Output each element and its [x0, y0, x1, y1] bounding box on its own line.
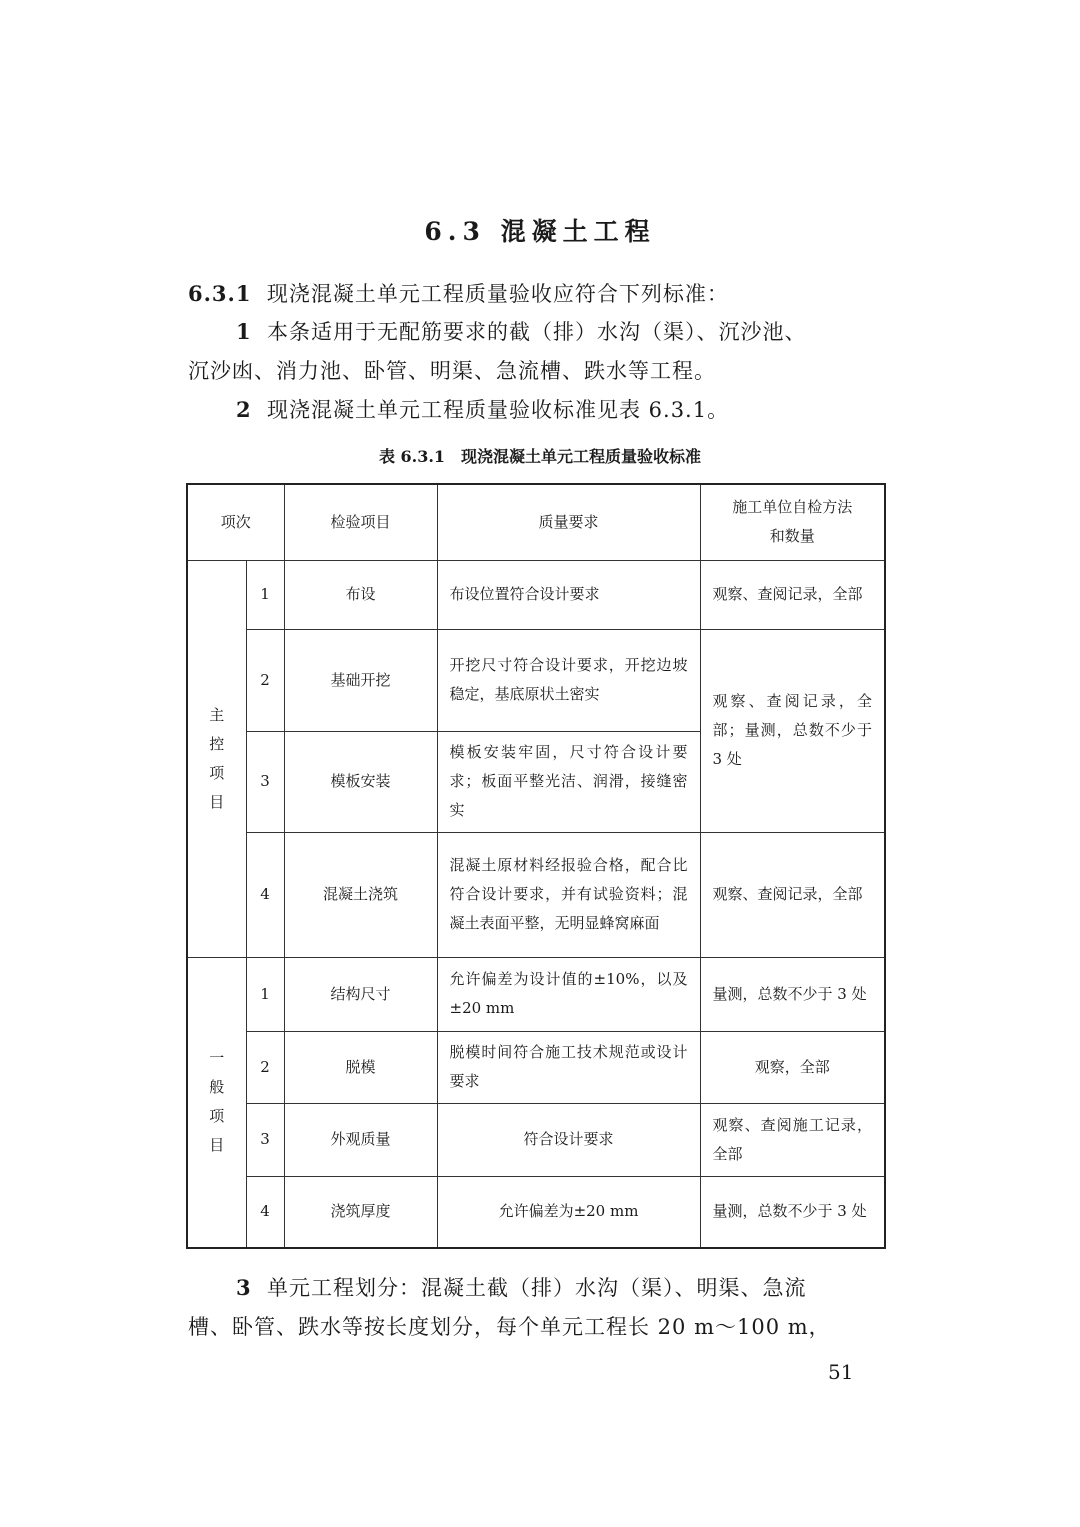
group-main: 主控项目 — [187, 560, 246, 957]
item-2 — [236, 394, 729, 424]
check-item: 模板安装 — [284, 731, 437, 832]
method: 观察，全部 — [700, 1031, 885, 1103]
check-item: 浇筑厚度 — [284, 1176, 437, 1248]
item-number: 1 — [236, 319, 252, 344]
header-cell: 施工单位自检方法和数量 — [700, 484, 885, 560]
header-cell: 检验项目 — [284, 484, 437, 560]
item-1 — [236, 316, 806, 346]
table-row — [187, 957, 885, 1031]
clause-text: 现浇混凝土单元工程质量验收应符合下列标准： — [266, 282, 729, 306]
method: 量测，总数不少于 3 处 — [700, 957, 885, 1031]
table-row — [187, 1103, 885, 1176]
table-row — [187, 560, 885, 629]
row-number: 3 — [246, 731, 284, 832]
requirement: 符合设计要求 — [437, 1103, 700, 1176]
table-caption: 表 6.3.1 现浇混凝土单元工程质量验收标准 — [378, 447, 702, 466]
item-3 — [236, 1272, 806, 1302]
table-row — [187, 1176, 885, 1248]
method: 观察、查阅施工记录，全部 — [700, 1103, 885, 1176]
method: 观察、查阅记录，全部；量测，总数不少于 3 处 — [700, 629, 885, 832]
row-number: 4 — [246, 1176, 284, 1248]
method: 观察、查阅记录，全部 — [700, 832, 885, 957]
method: 量测，总数不少于 3 处 — [700, 1176, 885, 1248]
table-row — [187, 629, 885, 731]
item-text: 现浇混凝土单元工程质量验收标准见表 6.3.1。 — [266, 398, 730, 422]
check-item: 外观质量 — [284, 1103, 437, 1176]
row-number: 2 — [246, 1031, 284, 1103]
requirement: 允许偏差为设计值的±10%，以及±20 mm — [437, 957, 700, 1031]
row-number: 1 — [246, 957, 284, 1031]
header-cell: 项次 — [187, 484, 284, 560]
table-row — [187, 832, 885, 957]
check-item: 结构尺寸 — [284, 957, 437, 1031]
header-cell: 质量要求 — [437, 484, 700, 560]
page-number: 51 — [828, 1360, 854, 1384]
method: 观察、查阅记录，全部 — [700, 560, 885, 629]
row-number: 2 — [246, 629, 284, 731]
item-text: 本条适用于无配筋要求的截（排）水沟（渠）、沉沙池、 — [266, 320, 807, 344]
check-item: 脱模 — [284, 1031, 437, 1103]
check-item: 混凝土浇筑 — [284, 832, 437, 957]
requirement: 开挖尺寸符合设计要求，开挖边坡稳定，基底原状土密实 — [437, 629, 700, 731]
requirement: 允许偏差为±20 mm — [437, 1176, 700, 1248]
row-number: 3 — [246, 1103, 284, 1176]
requirement: 布设位置符合设计要求 — [437, 560, 700, 629]
group-general: 一般项目 — [187, 957, 246, 1248]
row-number: 1 — [246, 560, 284, 629]
check-item: 布设 — [284, 560, 437, 629]
clause-heading — [188, 278, 729, 308]
requirement: 混凝土原材料经报验合格，配合比符合设计要求，并有试验资料；混凝土表面平整，无明显蜂窝麻面 — [437, 832, 700, 957]
item-1-cont: 沉沙凼、消力池、卧管、明渠、急流槽、跌水等工程。 — [188, 359, 716, 383]
item-number: 2 — [236, 397, 252, 422]
acceptance-table — [186, 483, 886, 1249]
item-number: 3 — [236, 1275, 252, 1300]
table-header — [187, 484, 885, 560]
requirement: 脱模时间符合施工技术规范或设计要求 — [437, 1031, 700, 1103]
section-title: 6.3 混凝土工程 — [424, 217, 656, 246]
clause-number: 6.3.1 — [188, 281, 252, 306]
item-3-cont: 槽、卧管、跌水等按长度划分，每个单元工程长 20 m～100 m， — [188, 1315, 831, 1339]
row-number: 4 — [246, 832, 284, 957]
requirement: 模板安装牢固，尺寸符合设计要求；板面平整光洁、润滑，接缝密实 — [437, 731, 700, 832]
item-text: 单元工程划分：混凝土截（排）水沟（渠）、明渠、急流 — [266, 1276, 807, 1300]
check-item: 基础开挖 — [284, 629, 437, 731]
table-row — [187, 1031, 885, 1103]
